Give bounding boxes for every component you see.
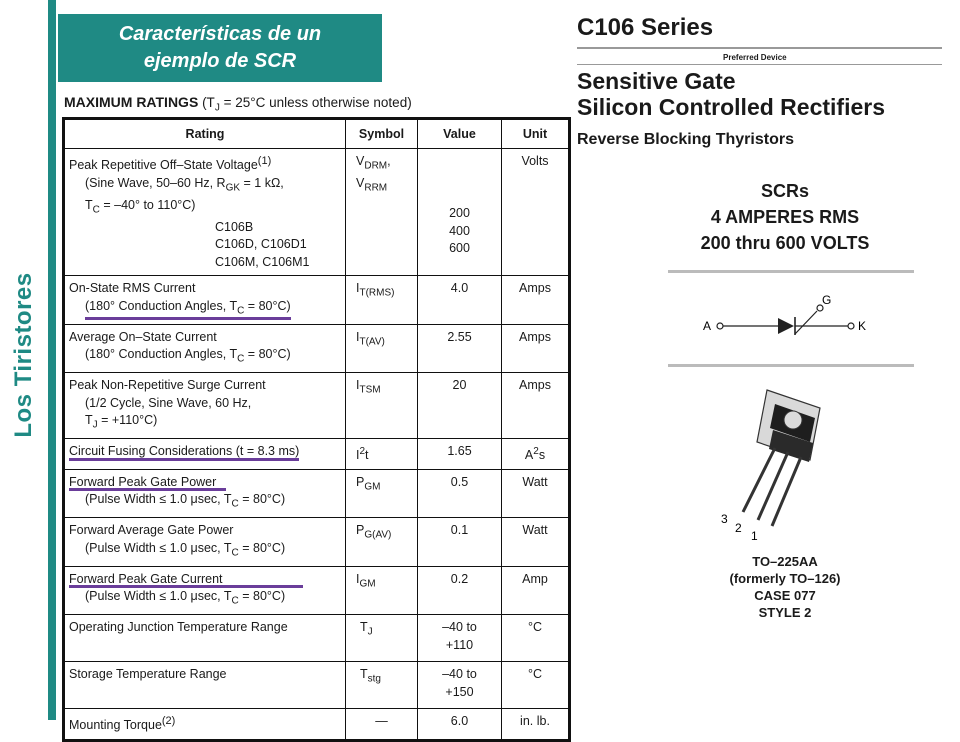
rating-text: Circuit Fusing Considerations (t = 8.3 ms) <box>69 444 300 459</box>
unit-text: A <box>524 448 534 463</box>
preferred-device: Preferred Device <box>723 53 787 62</box>
rating-sub: C <box>237 305 245 317</box>
scr-symbol-icon <box>700 292 870 342</box>
ratings-table <box>62 117 571 742</box>
rating-cell: Storage Temperature Range <box>64 662 346 709</box>
scr-spec-line: 200 thru 600 VOLTS <box>700 233 870 253</box>
unit-cell: in. lb. <box>502 709 570 741</box>
part-number: C106D, C106D1 <box>215 237 307 252</box>
symbol-cell <box>346 324 418 373</box>
rating-sub: J <box>92 419 98 431</box>
rating-text: Forward Average Gate Power <box>69 523 234 538</box>
symbol-sub: GM <box>359 578 376 590</box>
slide-title <box>58 14 382 82</box>
symbol-cell <box>346 373 418 439</box>
symbol-cell <box>346 662 418 709</box>
scr-spec-line: 4 AMPERES RMS <box>710 207 860 227</box>
symbol-text: I <box>356 378 360 393</box>
symbol-cell <box>346 149 418 276</box>
device-title-line: Sensitive Gate <box>577 68 736 94</box>
side-accent-bar <box>48 0 56 720</box>
rating-text: = 1 kΩ, <box>240 175 284 190</box>
rating-text: (Sine Wave, 50–60 Hz, R <box>85 175 226 190</box>
package-line: CASE 077 <box>754 588 816 603</box>
symbol-cell <box>346 615 418 662</box>
unit-sup: 2 <box>533 446 539 458</box>
max-ratings-cond-b: = 25°C unless otherwise noted) <box>219 95 412 110</box>
rating-text: Mounting Torque <box>69 718 162 733</box>
symbol-text: P <box>356 474 365 489</box>
package-info <box>700 553 870 621</box>
rating-text: (Pulse Width ≤ 1.0 μsec, T <box>85 492 232 507</box>
unit-cell: °C <box>502 615 570 662</box>
rating-text: Peak Non-Repetitive Surge Current <box>69 378 266 393</box>
series-title: C106 Series <box>577 14 714 41</box>
rating-text: = +110°C) <box>97 413 158 428</box>
symbol-sub: T(AV) <box>359 336 385 348</box>
pin-g-label: G <box>822 293 832 307</box>
scr-spec-line: SCRs <box>760 181 809 201</box>
symbol-text: T <box>360 667 368 682</box>
symbol-sub: TSM <box>359 384 381 396</box>
rating-cell <box>64 709 346 741</box>
symbol-text: I <box>356 281 360 296</box>
table-row <box>64 149 570 276</box>
divider <box>668 270 914 273</box>
rating-sub: C <box>231 498 239 510</box>
unit-cell: Watt <box>502 518 570 567</box>
rating-text: T <box>85 413 93 428</box>
rating-text: = 80°C) <box>244 347 291 362</box>
symbol-text: t <box>365 448 369 463</box>
value-text: –40 to <box>442 620 477 635</box>
divider <box>668 364 914 367</box>
table-row <box>64 615 570 662</box>
table-row <box>64 518 570 567</box>
rating-text: Forward Peak Gate Current <box>69 571 223 586</box>
symbol-sub: stg <box>367 673 381 685</box>
divider <box>577 64 942 65</box>
rating-cell <box>64 149 346 276</box>
device-subtitle: Reverse Blocking Thyristors <box>577 131 794 148</box>
value-text: +110 <box>445 637 474 652</box>
table-row <box>64 276 570 325</box>
value-cell <box>418 615 502 662</box>
symbol-cell <box>346 566 418 615</box>
value-cell: 6.0 <box>418 709 502 741</box>
value-cell <box>418 149 502 276</box>
unit-text: s <box>538 448 546 463</box>
side-title-area <box>0 0 48 720</box>
rating-sub: C <box>231 547 239 559</box>
symbol-text: P <box>356 523 365 538</box>
symbol-text: V <box>356 176 365 190</box>
slide-title-line2: ejemplo de SCR <box>143 50 297 72</box>
slide-title-line1: Características de un <box>118 23 322 45</box>
rating-note: (1) <box>257 155 272 167</box>
header-rating: Rating <box>64 119 346 149</box>
package-line: (formerly TO–126) <box>729 571 841 586</box>
pin-2-label: 2 <box>735 521 742 535</box>
unit-cell: Watt <box>502 469 570 518</box>
table-row <box>64 373 570 439</box>
table-row <box>64 469 570 518</box>
symbol-sub: T(RMS) <box>359 287 395 299</box>
value-cell: 0.2 <box>418 566 502 615</box>
package-line: STYLE 2 <box>758 605 812 620</box>
table-row <box>64 662 570 709</box>
pin-1-label: 1 <box>751 529 758 543</box>
table-row <box>64 324 570 373</box>
rating-sub: C <box>231 595 239 607</box>
symbol-text: T <box>360 620 368 635</box>
rating-text: On-State RMS Current <box>69 281 196 296</box>
device-title-line: Silicon Controlled Rectifiers <box>577 94 885 120</box>
symbol-sub: J <box>367 626 373 638</box>
rating-cell <box>64 469 346 518</box>
rating-cell <box>64 439 346 470</box>
max-ratings-cond-a: (T <box>202 95 215 110</box>
symbol-text: V <box>356 154 365 168</box>
table-row <box>64 566 570 615</box>
symbol-text: I <box>356 329 360 344</box>
symbol-text: I <box>356 448 360 463</box>
header-value: Value <box>418 119 502 149</box>
package-line: TO–225AA <box>752 554 818 569</box>
rating-text: (1/2 Cycle, Sine Wave, 60 Hz, <box>85 395 252 410</box>
symbol-sub: GM <box>364 481 381 493</box>
table-header-row <box>64 119 570 149</box>
rating-cell: Operating Junction Temperature Range <box>64 615 346 662</box>
part-number: C106M, C106M1 <box>215 254 310 269</box>
value-cell: 1.65 <box>418 439 502 470</box>
pin-a-label: A <box>703 319 712 333</box>
rating-text: = 80°C) <box>238 492 286 507</box>
unit-cell <box>502 439 570 470</box>
pin-k-label: K <box>858 319 867 333</box>
highlight-underline <box>69 443 299 461</box>
rating-text: = –40° to 110°C) <box>99 197 196 212</box>
rating-sub: C <box>237 353 245 365</box>
symbol-sub: G(AV) <box>364 529 392 541</box>
scr-specs <box>660 178 910 256</box>
rating-text: Forward Peak Gate Power <box>69 474 217 489</box>
rating-text: Average On–State Current <box>69 329 217 344</box>
to225-package-icon <box>715 380 845 550</box>
value-text: 600 <box>449 241 470 255</box>
table-row <box>64 439 570 470</box>
rating-cell <box>64 276 346 325</box>
side-title: Los Tiristores <box>10 272 37 438</box>
header-symbol: Symbol <box>346 119 418 149</box>
rating-text: (Pulse Width ≤ 1.0 μsec, T <box>85 540 232 555</box>
value-text: –40 to <box>442 667 477 682</box>
rating-text: Peak Repetitive Off–State Voltage <box>69 158 258 173</box>
rating-text: (180° Conduction Angles, T <box>85 298 238 313</box>
rating-text: = 80°C) <box>244 298 291 313</box>
part-number: C106B <box>215 219 254 234</box>
symbol-sub: RRM <box>364 182 388 194</box>
rating-cell <box>64 324 346 373</box>
value-text: +150 <box>445 684 474 699</box>
table-row <box>64 709 570 741</box>
symbol-cell <box>346 469 418 518</box>
rating-cell <box>64 566 346 615</box>
highlight-underline <box>85 298 291 320</box>
rating-note: (2) <box>161 715 176 728</box>
symbol-cell <box>346 439 418 470</box>
value-cell: 0.1 <box>418 518 502 567</box>
rating-text: = 80°C) <box>238 540 286 555</box>
max-ratings-title: MAXIMUM RATINGS <box>64 94 199 110</box>
unit-cell: Volts <box>502 149 570 276</box>
value-cell: 2.55 <box>418 324 502 373</box>
device-title <box>577 68 885 120</box>
unit-cell: Amps <box>502 373 570 439</box>
pin-3-label: 3 <box>721 512 728 526</box>
unit-cell: °C <box>502 662 570 709</box>
highlight-underline <box>69 474 226 492</box>
value-cell: 0.5 <box>418 469 502 518</box>
unit-cell: Amp <box>502 566 570 615</box>
value-cell <box>418 662 502 709</box>
symbol-text: I <box>356 571 360 586</box>
rating-sub: GK <box>225 182 241 194</box>
divider <box>577 47 942 49</box>
rating-text: (Pulse Width ≤ 1.0 μsec, T <box>85 589 232 604</box>
unit-cell: Amps <box>502 324 570 373</box>
symbol-cell <box>346 518 418 567</box>
rating-text: = 80°C) <box>238 589 286 604</box>
rating-sub: C <box>92 204 100 216</box>
highlight-underline <box>69 571 303 589</box>
header-unit: Unit <box>502 119 570 149</box>
max-ratings-heading <box>64 94 412 114</box>
value-text: 400 <box>449 223 470 238</box>
symbol-cell <box>346 276 418 325</box>
rating-text: T <box>85 197 93 212</box>
symbol-text: , <box>387 154 391 168</box>
symbol-sup: 2 <box>359 446 366 458</box>
value-cell: 20 <box>418 373 502 439</box>
symbol-sub: DRM <box>364 160 388 172</box>
rating-cell <box>64 518 346 567</box>
value-cell: 4.0 <box>418 276 502 325</box>
value-text: 200 <box>449 206 470 220</box>
max-ratings-cond-sub: J <box>214 102 220 114</box>
symbol-cell: — <box>346 709 418 741</box>
rating-text: (180° Conduction Angles, T <box>85 347 238 362</box>
rating-cell <box>64 373 346 439</box>
unit-cell: Amps <box>502 276 570 325</box>
